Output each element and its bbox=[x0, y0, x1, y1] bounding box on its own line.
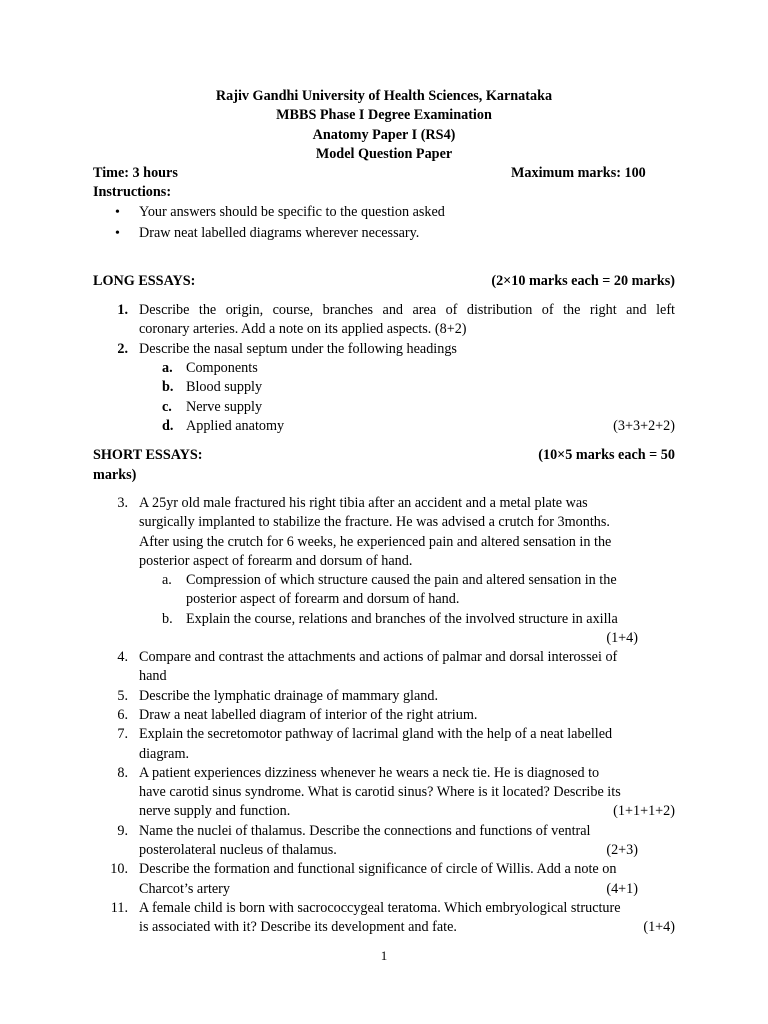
sub-item: Compression of which structure caused the pain and altered sensation in the bbox=[186, 572, 617, 588]
long-essays-marks: (2×10 marks each = 20 marks) bbox=[491, 273, 675, 289]
question-marks: (3+3+2+2) bbox=[613, 418, 675, 434]
question-text: is associated with it? Describe its development and fate. bbox=[139, 919, 457, 935]
bullet-icon: • bbox=[115, 205, 120, 220]
paper-title: Anatomy Paper I (RS4) bbox=[312, 127, 456, 143]
sub-item: Nerve supply bbox=[186, 399, 263, 415]
question-text: A female child is born with sacrococcygeal teratoma. Which embryological structure bbox=[139, 900, 621, 916]
question-marks: (4+1) bbox=[606, 881, 638, 897]
question-text: Compare and contrast the attachments and actions of palmar and dorsal interossei of bbox=[139, 649, 618, 665]
question-number: 5. bbox=[117, 688, 128, 704]
sub-letter: a. bbox=[162, 572, 172, 588]
sub-item: Applied anatomy bbox=[186, 418, 285, 434]
question-text: Describe the nasal septum under the following headings bbox=[139, 341, 457, 357]
question-number: 11. bbox=[110, 900, 128, 916]
sub-letter: b. bbox=[162, 611, 173, 627]
question-text: Describe the formation and functional significance of circle of Willis. Add a note on bbox=[139, 861, 617, 877]
question-text: Name the nuclei of thalamus. Describe the connections and functions of ventral bbox=[139, 823, 591, 839]
sub-letter: c. bbox=[162, 399, 172, 415]
question-text: posterior aspect of forearm and dorsum of hand. bbox=[139, 553, 413, 569]
question-number: 9. bbox=[117, 823, 128, 839]
question-text: Draw a neat labelled diagram of interior of the right atrium. bbox=[139, 707, 478, 723]
instruction-item: Your answers should be specific to the question asked bbox=[139, 204, 445, 220]
question-text: nerve supply and function. bbox=[139, 803, 291, 819]
short-essays-marks: (10×5 marks each = 50 bbox=[538, 447, 675, 463]
question-marks: (1+4) bbox=[643, 919, 675, 935]
instruction-item: Draw neat labelled diagrams wherever necessary. bbox=[139, 225, 420, 241]
question-text: A patient experiences dizziness whenever he wears a neck tie. He is diagnosed to bbox=[139, 765, 600, 781]
question-text: hand bbox=[139, 668, 167, 684]
question-number: 8. bbox=[117, 765, 128, 781]
question-number: 6. bbox=[117, 707, 128, 723]
question-text: Describe the origin, course, branches and area of distribution of the right and left bbox=[139, 302, 675, 318]
sub-letter: d. bbox=[162, 418, 174, 434]
question-number: 2. bbox=[117, 341, 128, 357]
instructions-label: Instructions: bbox=[93, 184, 172, 200]
question-marks: (1+1+1+2) bbox=[613, 803, 675, 819]
paper-type: Model Question Paper bbox=[315, 146, 453, 162]
question-text: surgically implanted to stabilize the fracture. He was advised a crutch for 3months. bbox=[139, 514, 610, 530]
sub-letter: b. bbox=[162, 379, 174, 395]
time-allowed: Time: 3 hours bbox=[93, 165, 178, 181]
maximum-marks: Maximum marks: 100 bbox=[511, 165, 646, 181]
question-number: 7. bbox=[117, 726, 128, 742]
question-text: coronary arteries. Add a note on its applied aspects. (8+2) bbox=[139, 321, 467, 337]
question-text: Explain the secretomotor pathway of lacrimal gland with the help of a neat labelled bbox=[139, 726, 613, 742]
question-text: Charcot’s artery bbox=[139, 881, 230, 897]
question-text: After using the crutch for 6 weeks, he experienced pain and altered sensation in the bbox=[139, 534, 612, 550]
question-number: 4. bbox=[117, 649, 128, 665]
question-number: 10. bbox=[110, 861, 128, 877]
question-number: 1. bbox=[117, 302, 128, 318]
exam-title: MBBS Phase I Degree Examination bbox=[276, 107, 492, 123]
sub-item: posterior aspect of forearm and dorsum of hand. bbox=[186, 591, 460, 607]
sub-item: Blood supply bbox=[186, 379, 263, 395]
short-essays-heading: SHORT ESSAYS: bbox=[93, 447, 203, 463]
question-text: have carotid sinus syndrome. What is carotid sinus? Where is it located? Describe its bbox=[139, 784, 621, 800]
question-marks: (1+4) bbox=[606, 630, 638, 646]
question-number: 3. bbox=[117, 495, 128, 511]
question-text: A 25yr old male fractured his right tibia after an accident and a metal plate was bbox=[139, 495, 588, 511]
question-text: diagram. bbox=[139, 746, 190, 762]
bullet-icon: • bbox=[115, 226, 120, 241]
short-essays-marks-cont: marks) bbox=[93, 467, 137, 483]
question-text: Describe the lymphatic drainage of mammary gland. bbox=[139, 688, 439, 704]
page-number: 1 bbox=[380, 948, 388, 963]
long-essays-heading: LONG ESSAYS: bbox=[93, 273, 196, 289]
university-title: Rajiv Gandhi University of Health Sciences, Karnataka bbox=[215, 88, 553, 104]
question-text: posterolateral nucleus of thalamus. bbox=[139, 842, 337, 858]
sub-item: Explain the course, relations and branches of the involved structure in axilla bbox=[186, 611, 618, 627]
question-marks: (2+3) bbox=[606, 842, 638, 858]
sub-item: Components bbox=[186, 360, 258, 376]
sub-letter: a. bbox=[162, 360, 173, 376]
